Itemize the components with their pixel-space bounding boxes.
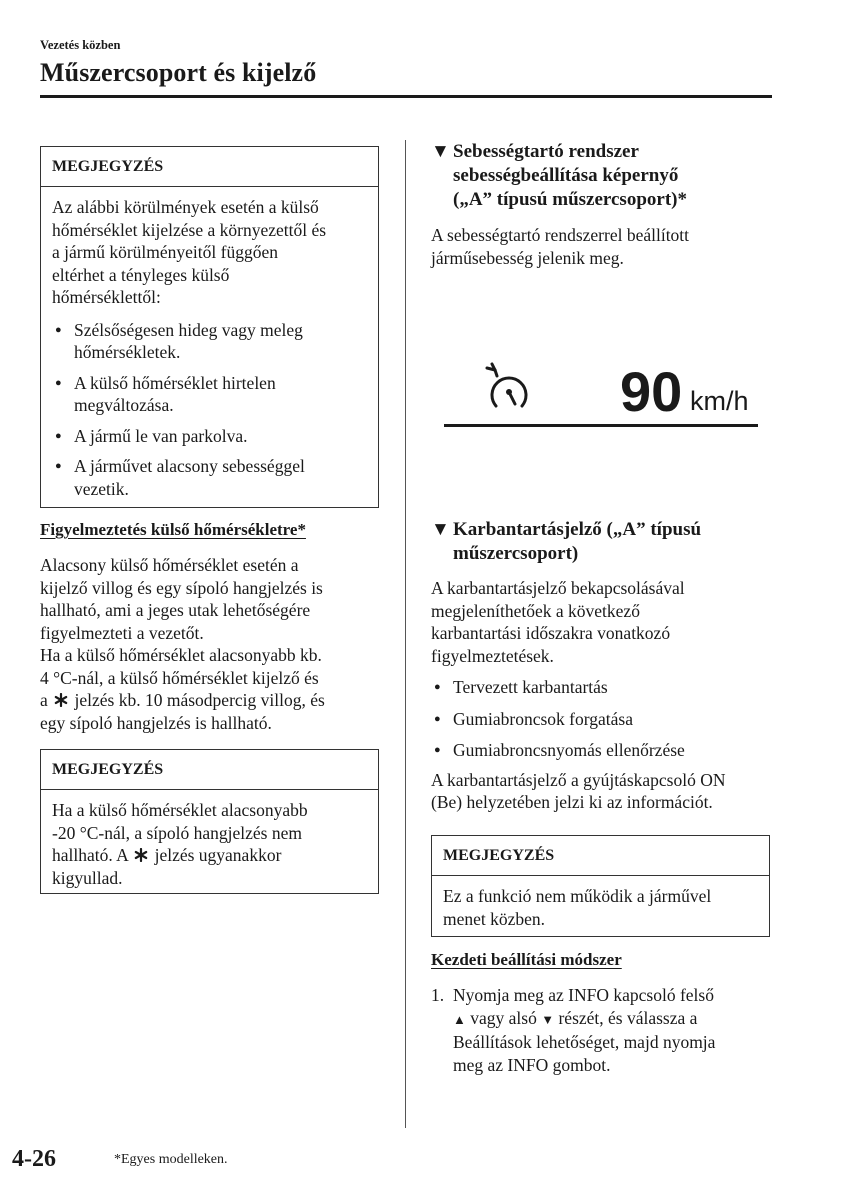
note-body bbox=[41, 790, 378, 889]
list-item-line: A járművet alacsony sebességgel bbox=[74, 456, 305, 476]
step-number: 1. bbox=[431, 985, 445, 1005]
step-line: meg az INFO gombot. bbox=[453, 1054, 611, 1075]
maintenance-heading bbox=[431, 518, 771, 566]
list-item bbox=[52, 425, 367, 448]
snowflake-icon bbox=[54, 693, 68, 707]
list-item-line: Gumiabroncsok forgatása bbox=[453, 708, 633, 729]
column-divider bbox=[405, 140, 406, 1128]
down-arrow-icon: ▼ bbox=[541, 1011, 555, 1027]
list-item bbox=[431, 676, 771, 699]
note-heading: MEGJEGYZÉS bbox=[432, 836, 769, 876]
body-line: A karbantartásjelző a gyújtáskapcsoló ON bbox=[431, 769, 726, 790]
note-line: eltérhet a tényleges külső bbox=[52, 264, 230, 285]
list-item-line: Tervezett karbantartás bbox=[453, 677, 608, 697]
display-rule bbox=[444, 424, 758, 427]
body-line: kijelző villog és egy sípoló hangjelzés is bbox=[40, 577, 323, 598]
body-line: megjeleníthetőek a következő bbox=[431, 600, 640, 621]
snowflake-icon bbox=[134, 848, 148, 862]
note-line: Ha a külső hőmérséklet alacsonyabb bbox=[52, 800, 308, 820]
list-item bbox=[431, 708, 771, 731]
body-line: A sebességtartó rendszerrel beállított bbox=[431, 225, 690, 245]
page-number: 4-26 bbox=[12, 1146, 56, 1172]
step-item bbox=[431, 984, 771, 1076]
page-title: Műszercsoport és kijelző bbox=[40, 58, 317, 87]
list-item-line: megváltozása. bbox=[74, 395, 174, 415]
body-line: járműsebesség jelenik meg. bbox=[431, 247, 624, 268]
heading-line: („A” típusú műszercsoport)* bbox=[453, 189, 687, 210]
maintenance-body bbox=[431, 577, 771, 814]
note-box-outdoor-temp bbox=[40, 146, 379, 508]
step-line: Beállítások lehetőséget, majd nyomja bbox=[453, 1032, 716, 1052]
note-line: Az alábbi körülmények esetén a külső bbox=[52, 197, 319, 217]
body-line: figyelmezteti a vezetőt. bbox=[40, 622, 204, 643]
body-line: Ha a külső hőmérséklet alacsonyabb kb. bbox=[40, 645, 322, 665]
list-item-line: vezetik. bbox=[74, 478, 129, 499]
note-body bbox=[432, 876, 769, 930]
note-line: hőmérséklet kijelzése a környezettől és bbox=[52, 219, 327, 240]
note-body bbox=[41, 187, 378, 500]
body-line: hallható, ami a jeges utak lehetőségére bbox=[40, 600, 311, 620]
body-line: a jelzés kb. 10 másodpercig villog, és bbox=[40, 690, 325, 710]
setup-steps bbox=[431, 984, 771, 1076]
heading-line: műszercsoport) bbox=[453, 543, 579, 564]
triangle-down-icon: ▼ bbox=[431, 141, 450, 162]
bullet-icon: ● bbox=[55, 429, 62, 442]
triangle-down-icon: ▼ bbox=[431, 519, 450, 540]
heading-line: Karbantartásjelző („A” típusú bbox=[453, 519, 702, 540]
note-line: hőmérséklettől: bbox=[52, 287, 161, 307]
list-item-line: Szélsőségesen hideg vagy meleg bbox=[74, 319, 303, 340]
bullet-icon: ● bbox=[434, 712, 441, 725]
note-line: hallható. A jelzés ugyanakkor bbox=[52, 845, 282, 865]
list-item bbox=[52, 372, 367, 417]
step-line: Nyomja meg az INFO kapcsoló felső bbox=[453, 985, 714, 1005]
warning-heading: Figyelmeztetés külső hőmérsékletre* bbox=[40, 520, 306, 539]
section-label: Vezetés közben bbox=[40, 38, 121, 52]
list-item-line: Gumiabroncsnyomás ellenőrzése bbox=[453, 740, 685, 760]
step-line: ▲ vagy alsó ▼ részét, és válassza a bbox=[453, 1007, 698, 1028]
set-speed-value: 90 bbox=[620, 360, 683, 423]
note-line: kigyullad. bbox=[52, 867, 123, 888]
note-line: Ez a funkció nem működik a járművel bbox=[443, 886, 712, 906]
bullet-icon: ● bbox=[434, 681, 441, 693]
body-line: A karbantartásjelző bekapcsolásával bbox=[431, 578, 685, 598]
heading-line: Sebességtartó rendszer bbox=[453, 141, 639, 162]
note-line: -20 °C-nál, a sípoló hangjelzés nem bbox=[52, 822, 302, 843]
body-line: egy sípoló hangjelzés is hallható. bbox=[40, 712, 272, 733]
bullet-icon: ● bbox=[55, 323, 62, 336]
note-heading: MEGJEGYZÉS bbox=[41, 750, 378, 790]
note-line: menet közben. bbox=[443, 908, 546, 929]
cruise-body bbox=[431, 224, 771, 269]
up-arrow-icon: ▲ bbox=[453, 1011, 466, 1027]
footnote: *Egyes modelleken. bbox=[114, 1152, 228, 1167]
list-item-line: A jármű le van parkolva. bbox=[74, 425, 248, 446]
note-heading: MEGJEGYZÉS bbox=[41, 147, 378, 187]
warning-body bbox=[40, 554, 390, 734]
note-box-maintenance bbox=[431, 835, 770, 937]
list-item-line: hőmérsékletek. bbox=[74, 342, 181, 362]
body-line: figyelmeztetések. bbox=[431, 645, 554, 666]
list-item-line: A külső hőmérséklet hirtelen bbox=[74, 372, 276, 393]
cruise-heading bbox=[431, 140, 771, 212]
heading-line: sebességbeállítása képernyő bbox=[453, 165, 679, 186]
list-item bbox=[431, 739, 771, 762]
cruise-control-icon bbox=[482, 362, 534, 414]
setup-heading: Kezdeti beállítási módszer bbox=[431, 950, 622, 969]
note-box-low-temp bbox=[40, 749, 379, 894]
list-item bbox=[52, 319, 367, 364]
note-line: a jármű körülményeitől függően bbox=[52, 242, 278, 262]
list-item bbox=[52, 455, 367, 500]
bullet-icon: ● bbox=[55, 460, 62, 472]
body-line: karbantartási időszakra vonatkozó bbox=[431, 623, 671, 643]
body-line: Alacsony külső hőmérséklet esetén a bbox=[40, 555, 299, 575]
bullet-icon: ● bbox=[55, 376, 62, 389]
title-rule bbox=[40, 95, 772, 98]
body-line: 4 °C-nál, a külső hőmérséklet kijelző és bbox=[40, 667, 319, 688]
body-line: (Be) helyzetében jelzi ki az információt. bbox=[431, 792, 713, 812]
bullet-icon: ● bbox=[434, 744, 441, 756]
set-speed-unit: km/h bbox=[690, 386, 749, 416]
